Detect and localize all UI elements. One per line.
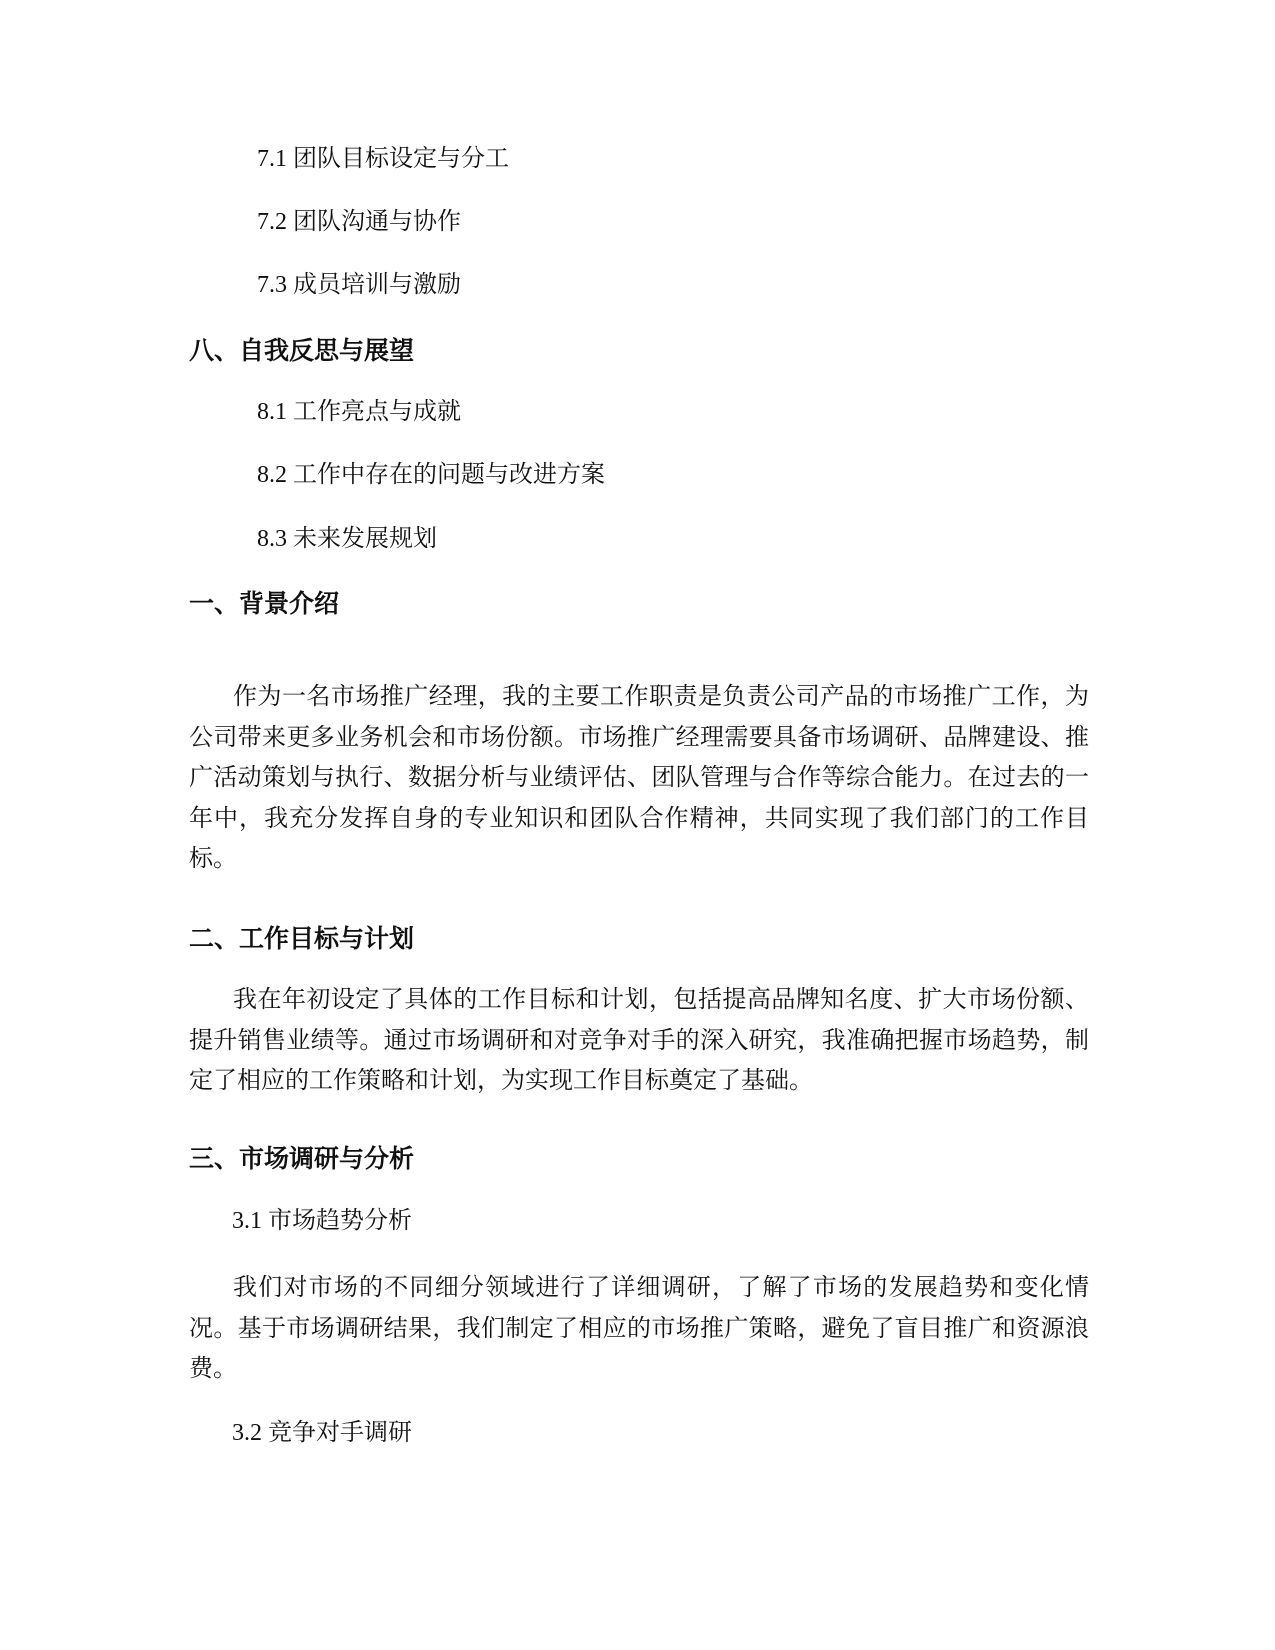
heading-section-2: 二、工作目标与计划 bbox=[189, 924, 415, 953]
paragraph-section-1: 作为一名市场推广经理，我的主要工作职责是负责公司产品的市场推广工作，为公司带来更多业务机会和市场份额。市场推广经理需要具备市场调研、品牌建设、推广活动策划与执行、数据分析与业绩评估、团队管理与合作等综合能力。在过去的一年中，我充分发挥自身的专业知识和团队合作精神，共同实现了我们部门的工作目标。 bbox=[189, 684, 1089, 872]
paragraph-section-3-1: 我们对市场的不同细分领域进行了详细调研，了解了市场的发展趋势和变化情况。基于市场调研结果，我们制定了相应的市场推广策略，避免了盲目推广和资源浪费。 bbox=[189, 1275, 1089, 1382]
toc-item-7-2: 7.2 团队沟通与协作 bbox=[257, 209, 461, 235]
paragraph-section-2: 我在年初设定了具体的工作目标和计划，包括提高品牌知名度、扩大市场份额、提升销售业绩等。通过市场调研和对竞争对手的深入研究，我准确把握市场趋势，制定了相应的工作策略和计划，为实现工作目标奠定了基础。 bbox=[189, 987, 1089, 1094]
heading-section-8: 八、自我反思与展望 bbox=[189, 336, 415, 365]
subheading-3-1: 3.1 市场趋势分析 bbox=[232, 1208, 412, 1234]
subheading-3-2: 3.2 竞争对手调研 bbox=[232, 1420, 412, 1446]
heading-section-1: 一、背景介绍 bbox=[189, 589, 340, 618]
toc-item-7-3: 7.3 成员培训与激励 bbox=[257, 272, 461, 298]
heading-section-3: 三、市场调研与分析 bbox=[189, 1144, 415, 1173]
toc-item-8-1: 8.1 工作亮点与成就 bbox=[257, 399, 461, 425]
toc-item-8-2: 8.2 工作中存在的问题与改进方案 bbox=[257, 462, 605, 488]
toc-item-8-3: 8.3 未来发展规划 bbox=[257, 526, 437, 552]
toc-item-7-1: 7.1 团队目标设定与分工 bbox=[257, 146, 509, 172]
